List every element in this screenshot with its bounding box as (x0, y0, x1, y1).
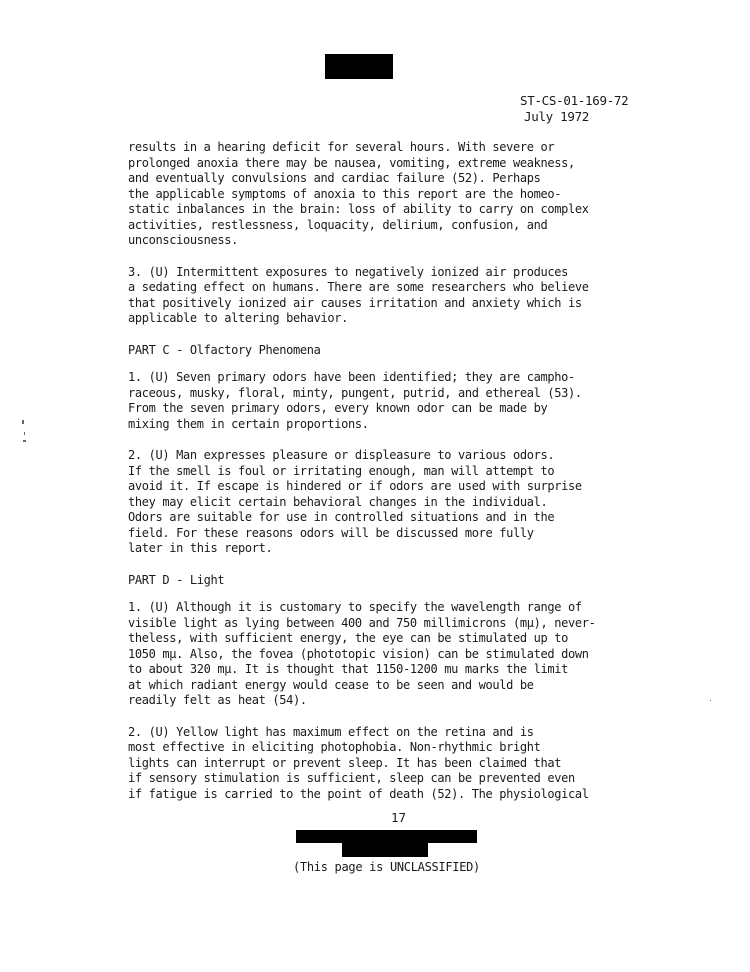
page-number: 17 (391, 810, 407, 825)
classification-notice: (This page is UNCLASSIFIED) (293, 860, 480, 874)
scan-speck (710, 700, 711, 701)
redaction-bar-top (325, 54, 393, 79)
section-heading-olfactory: PART C - Olfactory Phenomena (128, 342, 321, 357)
body-text (128, 140, 648, 818)
paragraph-yellow-light: 2. (U) Yellow light has maximum effect on the retina and is most effective in eliciting photophobia. Non-rhythmic bright lights can interrupt or prevent sleep. It has been claimed that if sensory stimulation is sufficient, sleep can be prevented even if fatigue is carried to the point of death (52). The physiological (128, 724, 589, 801)
scan-speck (22, 420, 24, 424)
section-heading-light: PART D - Light (128, 572, 225, 587)
redaction-bar-bottom-narrow (342, 841, 428, 857)
document-number: ST-CS-01-169-72 (520, 93, 629, 108)
document-date: July 1972 (524, 109, 590, 124)
paragraph-ionized-air: 3. (U) Intermittent exposures to negatively ionized air produces a sedating effect on humans. There are some researchers who believe that positively ionized air causes irritation and anxiety which is applicable to altering behavior. (128, 264, 589, 325)
document-header (520, 93, 628, 125)
paragraph-wavelength: 1. (U) Although it is customary to specify the wavelength range of visible light as lying between 400 and 750 millimicrons (mμ), never- theless, with sufficient energy, the eye can be stimulated up to 1050 mμ. Also, the fovea (phototopic vision) can be stimulated down to about 320 mμ. It is thought that 1150-1200 mu marks the limit at which radiant energy would cease to be seen and would be readily felt as heat (54). (128, 600, 596, 707)
scan-speck (24, 432, 25, 435)
paragraph-anoxia-continued: results in a hearing deficit for several hours. With severe or prolonged anoxia there may be nausea, vomiting, extreme weakness, and eventually convulsions and cardiac failure (52). Perhaps the applicable symptoms of anoxia to this report are the homeo- static inbalances in the brain: loss of ability to carry on complex activities, restlessness, loquacity, delirium, confusion, and unconsciousness. (128, 140, 589, 247)
scan-speck (23, 440, 26, 442)
paragraph-odor-response: 2. (U) Man expresses pleasure or displeasure to various odors. If the smell is foul or irritating enough, man will attempt to avoid it. If escape is hindered or if odors are used with surprise they may elicit certain behavioral changes in the individual. Odors are suitable for use in controlled situations and in the field. For these reasons odors will be discussed more fully later in this report. (128, 448, 582, 555)
paragraph-primary-odors: 1. (U) Seven primary odors have been identified; they are campho- raceous, musky, floral, minty, pungent, putrid, and ethereal (53). From the seven primary odors, every known odor can be made by mixing them in certain proportions. (128, 370, 582, 431)
